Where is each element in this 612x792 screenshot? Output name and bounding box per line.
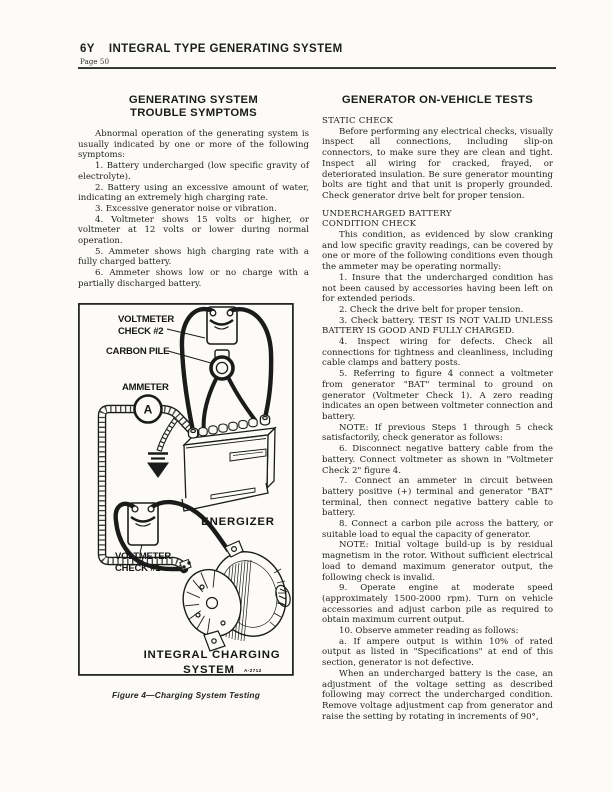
step-4: 4. Inspect wiring for defects. Check all connections for tightness and cleanliness, including cable clamps and battery posts.	[322, 337, 553, 369]
step-6: 6. Disconnect negative battery cable from the battery. Connect voltmeter as shown in "Voltmeter Check 2" figure 4.	[322, 444, 553, 476]
step-8: 8. Connect a carbon pile across the battery, or suitable load to equal the capacity of generator.	[322, 519, 553, 540]
ground-symbol	[147, 419, 176, 478]
page-title: INTEGRAL TYPE GENERATING SYSTEM	[108, 43, 343, 55]
figure-4-diagram	[78, 303, 294, 676]
integral-charging-label: INTEGRAL CHARGING	[143, 649, 281, 661]
battery	[182, 415, 275, 511]
voltmeter1-terminal-right	[148, 506, 154, 512]
condition-check-intro: This condition, as evidenced by slow cranking and low specific gravity readings, can be covered by one or more of the following conditions even though the ammeter may be operating normally:	[322, 230, 553, 273]
energizer-label: ENERGIZER	[201, 516, 275, 528]
symptom-1: 1. Battery undercharged (low specific gravity of electrolyte).	[78, 161, 309, 182]
page-number-label: Page 50	[80, 57, 110, 66]
figure-caption: Figure 4—Charging System Testing	[111, 690, 261, 700]
symptom-5: 5. Ammeter shows high charging rate with a fully charged battery.	[78, 246, 309, 268]
static-check-paragraph: Before performing any electrical checks, visually inspect all connections, including slip-on connectors, to make sure they are clean and tight. Inspect all wiring for cracked, frayed, or deteriorated insulation. Be sure generator mounting bolts are tight and that unit is properly grounded. Check generator drive belt for proper tension.	[322, 126, 553, 201]
symptom-2: 2. Battery using an excessive amount of water, indicating an extremely high charging rate.	[78, 182, 309, 204]
right-column-text	[322, 116, 553, 722]
voltmeter-check-1-label-line1: VOLTMETER	[115, 551, 172, 562]
undercharged-battery-subhead: UNDERCHARGED BATTERY	[322, 208, 452, 219]
voltmeter-check-2-label-line2: CHECK #2	[118, 326, 164, 337]
closing-paragraph: When an undercharged battery is the case, an adjustment of the voltage setting as described following may correct the undercharged condition. Remove voltage adjustment cap from generator and raise the setting by rotating in increments of 90°,	[322, 668, 553, 722]
right-column	[322, 94, 553, 722]
step-2: 2. Check the drive belt for proper tension.	[339, 304, 524, 315]
voltmeter2-leader-line	[167, 329, 205, 338]
carbon-pile-label: CARBON PILE	[106, 346, 170, 357]
voltmeter1-terminal-left	[132, 506, 138, 512]
step-10a: a. If ampere output is within 10% of rated output as listed in "Specifications" at end of this section, generator is not defective.	[322, 636, 553, 669]
step-5: 5. Referring to figure 4 connect a voltmeter from generator "BAT" terminal to ground on generator (Voltmeter Check 1). A zero reading indicates an open between voltmeter connection and battery.	[322, 369, 554, 422]
carbon-pile	[211, 350, 233, 379]
left-heading-line-2: TROUBLE SYMPTOMS	[130, 107, 257, 119]
condition-check-subhead: CONDITION CHECK	[322, 219, 417, 230]
voltmeter2-terminal-right	[227, 310, 233, 316]
voltmeter2-terminal-left	[210, 310, 216, 316]
carbon-pile-leader-line	[168, 351, 211, 363]
intro-paragraph: Abnormal operation of the generating system is usually indicated by one or more of the following symptoms:	[78, 129, 309, 161]
ammeter-symbol: A	[143, 402, 153, 417]
voltmeter-check-2-label-line1: VOLTMETER	[118, 314, 175, 325]
step-1: 1. Insure that the undercharged condition has not been caused by accessories having been left on for extended periods.	[322, 272, 553, 305]
ammeter-label: AMMETER	[122, 382, 169, 393]
figure-code: A-2712	[244, 669, 262, 674]
left-column-heading	[78, 94, 309, 120]
header-rule	[78, 67, 556, 69]
page-header	[80, 43, 343, 55]
note-2: NOTE: Initial voltage build-up is by residual magnetism in the rotor. Without sufficient electrical load to demand maximum generator output, the following check is invalid.	[322, 540, 553, 583]
step-3: 3. Check battery. TEST IS NOT VALID UNLESS BATTERY IS GOOD AND FULLY CHARGED.	[322, 315, 553, 337]
alternator	[174, 541, 294, 651]
left-column	[78, 94, 309, 290]
right-column-heading: GENERATOR ON-VEHICLE TESTS	[341, 94, 534, 106]
voltmeter-check-1-label-line2: CHECK #1	[115, 563, 161, 574]
note-1: NOTE: If previous Steps 1 through 5 check satisfactorily, check generator as follows:	[322, 422, 553, 444]
system-label: SYSTEM	[183, 664, 235, 676]
static-check-subhead: STATIC CHECK	[322, 116, 394, 126]
step-9: 9. Operate engine at moderate speed (approximately 1500-2000 rpm). Turn on vehicle accessories and adjust carbon pile as required to obtain maximum current output.	[322, 583, 553, 626]
left-column-text	[78, 129, 309, 290]
figure-4	[78, 303, 294, 676]
step-10: 10. Observe ammeter reading as follows:	[339, 626, 519, 637]
section-code: 6Y	[80, 43, 95, 55]
symptom-4: 4. Voltmeter shows 15 volts or higher, or voltmeter at 12 volts or lower during normal operation.	[78, 214, 309, 247]
symptom-3: 3. Excessive generator noise or vibration.	[95, 203, 277, 214]
left-heading-line-1: GENERATING SYSTEM	[128, 94, 259, 106]
step-7: 7. Connect an ammeter in circuit between battery positive (+) terminal and generator "BAT" terminal, then connect negative battery cable to battery.	[322, 476, 553, 519]
symptom-6: 6. Ammeter shows low or no charge with a partially discharged battery.	[78, 268, 309, 289]
